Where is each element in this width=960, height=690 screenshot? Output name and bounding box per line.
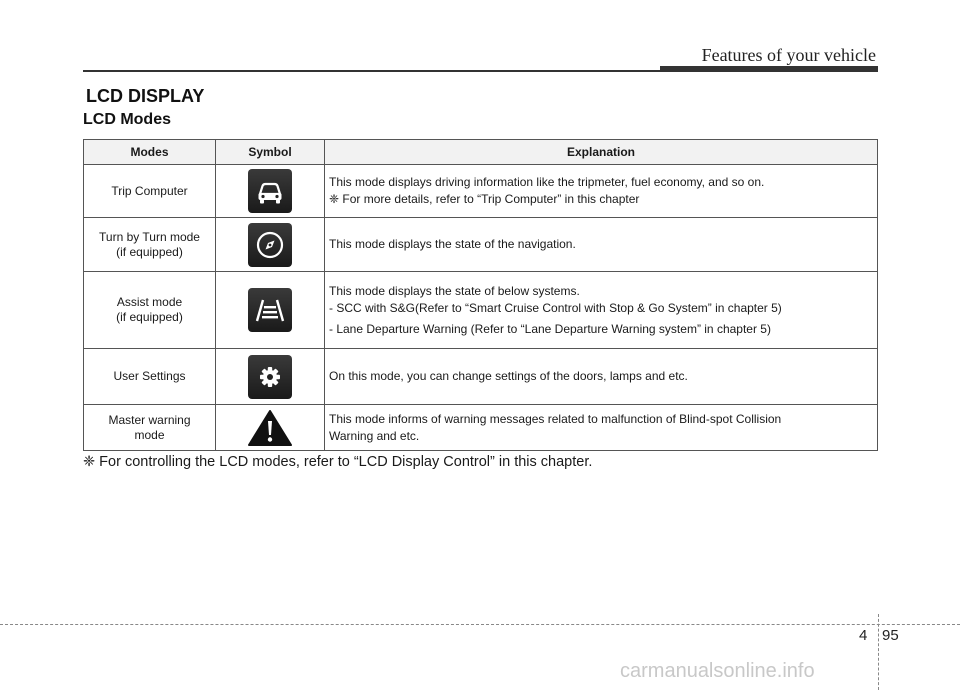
column-header-symbol: Symbol [216,140,325,165]
mode-cell [84,405,216,451]
mode-name: Turn by Turn mode [99,229,200,244]
mode-qualifier: (if equipped) [116,244,183,259]
header-title: Features of your vehicle [701,45,876,65]
mode-name: Master warning [108,412,191,427]
mode-cell [84,165,216,218]
symbol-cell [216,165,325,218]
header-rule [83,70,878,72]
watermark: carmanualsonline.info [620,660,815,682]
explanation-item: - Lane Departure Warning (Refer to “Lane Departure Warning system” in chapter 5) [329,321,771,336]
section-title: LCD DISPLAY [86,86,205,106]
explanation-text: This mode displays driving information like the tripmeter, fuel economy, and so on. [329,175,765,189]
table-row [84,349,878,405]
column-header-modes: Modes [84,140,216,165]
mode-name: Trip Computer [111,183,188,198]
symbol-cell [216,272,325,349]
explanation-text: On this mode, you can change settings of the doors, lamps and etc. [329,369,688,383]
footer-divider [878,614,879,690]
explanation-text: This mode displays the state of below systems. [329,283,580,298]
explanation-cell [325,272,878,349]
explanation-cell [325,349,878,405]
mode-cell [84,218,216,272]
compass-icon [248,223,292,267]
mode-cell [84,349,216,405]
footnote: ❈ For controlling the LCD modes, refer to “LCD Display Control” in this chapter. [83,454,593,470]
gear-icon [248,355,292,399]
symbol-cell [216,349,325,405]
table-row [84,165,878,218]
mode-qualifier: mode [134,427,165,442]
explanation-cell [325,218,878,272]
table-row [84,405,878,451]
warning-triangle-icon [246,408,294,448]
explanation-text: Warning and etc. [329,428,420,443]
footer-rule [0,624,960,625]
lane-assist-icon [248,288,292,332]
mode-name: User Settings [113,369,186,383]
table-row [84,218,878,272]
table-header-row [84,140,878,165]
sub-title: LCD Modes [83,111,171,128]
explanation-text: This mode informs of warning messages related to malfunction of Blind-spot Collision [329,411,782,426]
explanation-text: This mode displays the state of the navigation. [329,237,576,251]
explanation-cell [325,165,878,218]
symbol-cell [216,218,325,272]
explanation-note: ❈ For more details, refer to “Trip Computer” in this chapter [329,192,640,206]
lcd-modes-table [83,139,878,451]
mode-cell [84,272,216,349]
page-number: 95 [882,627,899,644]
symbol-cell [216,405,325,451]
explanation-cell [325,405,878,451]
chapter-number: 4 [859,627,868,644]
mode-qualifier: (if equipped) [116,310,183,324]
table-row [84,272,878,349]
car-icon [248,169,292,213]
mode-name: Assist mode [116,295,183,309]
explanation-item: - SCC with S&G(Refer to “Smart Cruise Control with Stop & Go System” in chapter 5) [329,300,782,315]
column-header-explanation: Explanation [325,140,878,165]
